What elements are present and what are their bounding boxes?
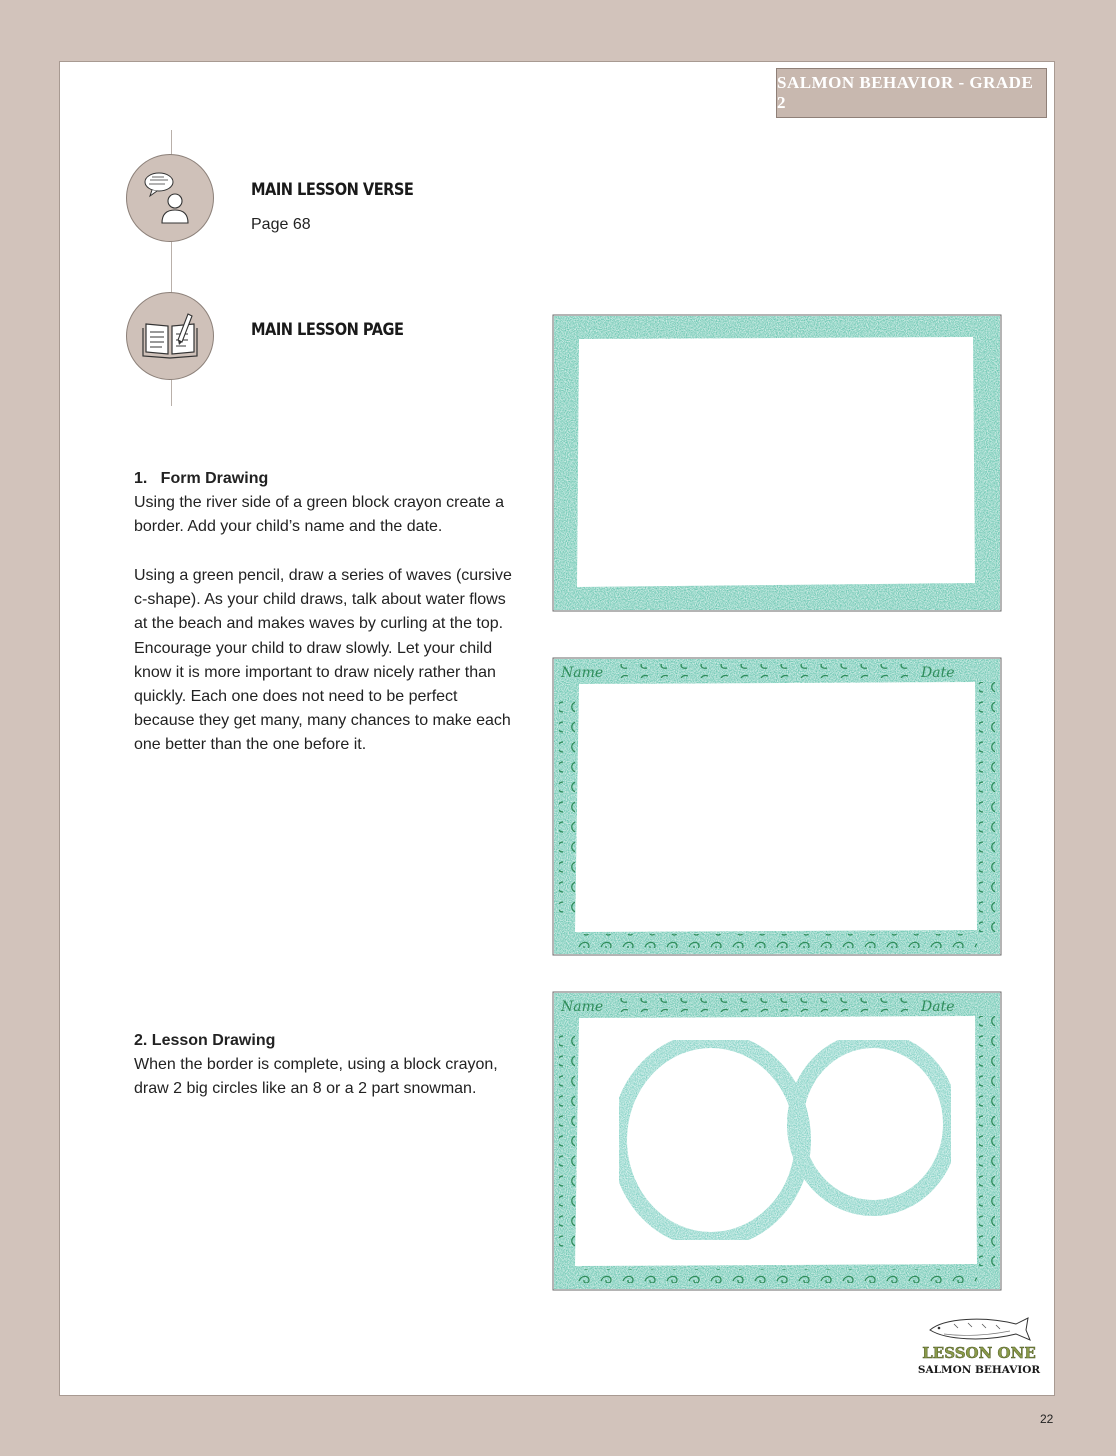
verse-title: MAIN LESSON VERSE bbox=[251, 180, 414, 200]
logo-lesson-title: SALMON BEHAVIOR bbox=[917, 1364, 1041, 1376]
speech-bubble-person-icon bbox=[140, 168, 200, 228]
grade-badge bbox=[776, 68, 1047, 118]
page-icon-circle bbox=[126, 292, 214, 380]
verse-page-reference: Page 68 bbox=[251, 216, 311, 233]
date-label: Date bbox=[921, 665, 955, 681]
logo-lesson-number: LESSON ONE bbox=[922, 1344, 1036, 1362]
form-drawing-paragraph-2: Using a green pencil, draw a series of waves (cursive c-shape). As your child draws, talk about water flows at the beach and makes waves by curling at the top. Encourage your child to draw slowly. Let your child know it is more important to draw nicely rather than quickly. Each one does not need to be perfect because they get many, many chances to make each one better than the one before it. bbox=[134, 567, 512, 754]
page-number: 22 bbox=[1040, 1412, 1054, 1426]
name-label: Name bbox=[561, 999, 604, 1015]
example-border-only bbox=[553, 315, 1001, 611]
date-label: Date bbox=[921, 999, 955, 1015]
worksheet-page bbox=[59, 61, 1055, 1396]
open-book-pencil-icon bbox=[138, 304, 202, 368]
lesson-drawing-paragraph: When the border is complete, using a block crayon, draw 2 big circles like an 8 or a 2 part snowman. bbox=[134, 1056, 498, 1098]
name-label: Name bbox=[561, 665, 604, 681]
form-drawing-heading: 1. Form Drawing bbox=[134, 470, 269, 487]
page-title: MAIN LESSON PAGE bbox=[251, 320, 404, 340]
two-circle-drawing bbox=[619, 1040, 951, 1240]
example-two-circles bbox=[553, 992, 1001, 1290]
salmon-fish-icon bbox=[930, 1318, 1030, 1340]
example-border-with-waves bbox=[553, 658, 1001, 955]
grade-badge-label: SALMON BEHAVIOR - GRADE 2 bbox=[777, 73, 1034, 112]
form-drawing-paragraph-1: Using the river side of a green block crayon create a border. Add your child’s name and the date. bbox=[134, 494, 504, 536]
lesson-drawing-heading: 2. Lesson Drawing bbox=[134, 1032, 276, 1049]
lesson-one-logo bbox=[917, 1312, 1041, 1380]
verse-icon-circle bbox=[126, 154, 214, 242]
